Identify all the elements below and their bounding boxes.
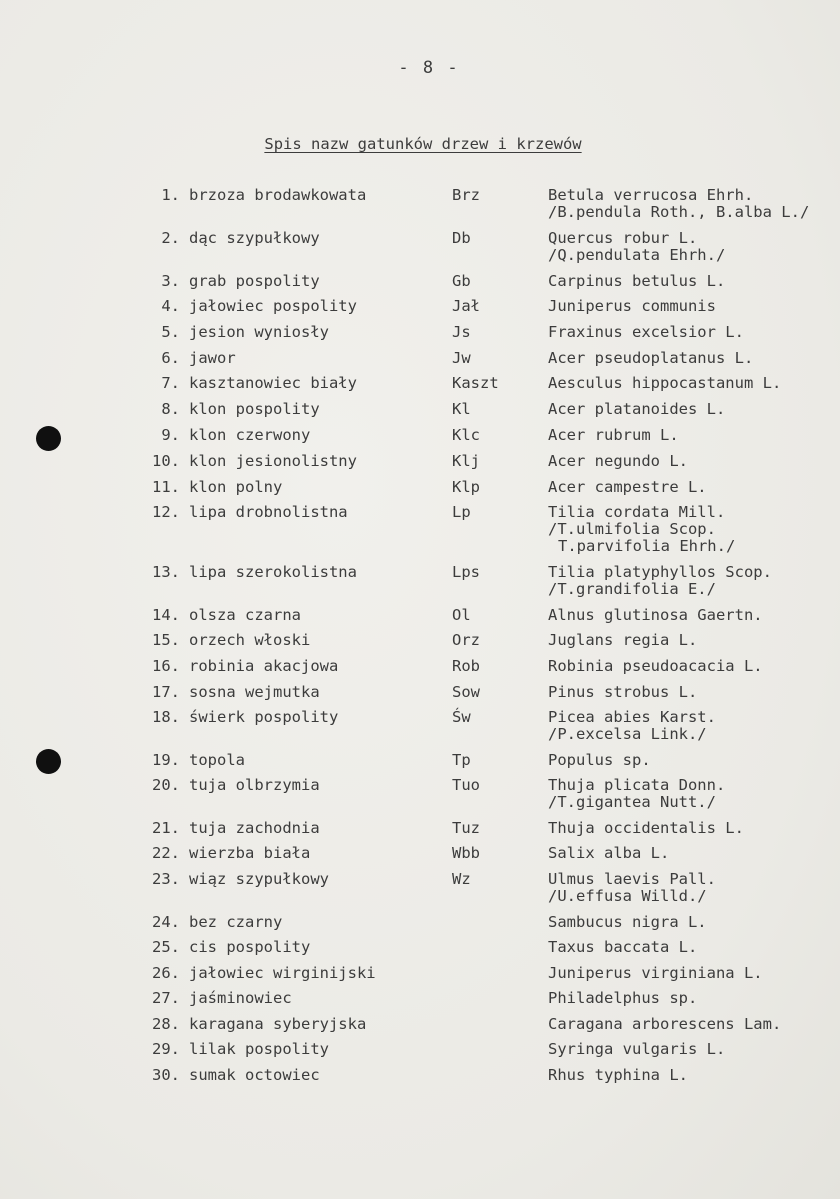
item-number: 18. <box>152 708 180 726</box>
polish-name: klon polny <box>189 478 283 496</box>
abbreviation: Klp <box>452 478 480 496</box>
polish-name: olsza czarna <box>189 606 301 624</box>
latin-name <box>548 324 744 341</box>
latin-name-line: Taxus baccata L. <box>548 938 698 956</box>
polish-name: klon pospolity <box>189 400 320 418</box>
latin-name-line: Carpinus betulus L. <box>548 272 726 290</box>
latin-name-line: Alnus glutinosa Gaertn. <box>548 606 763 624</box>
latin-name-line: /T.gigantea Nutt./ <box>548 793 716 811</box>
latin-name-line: Aesculus hippocastanum L. <box>548 374 782 392</box>
polish-name: wiąz szypułkowy <box>189 870 329 888</box>
latin-name <box>548 632 697 649</box>
item-number: 15. <box>152 631 180 649</box>
abbreviation: Orz <box>452 631 480 649</box>
latin-name-line: Acer pseudoplatanus L. <box>548 349 754 367</box>
polish-name: jałowiec wirginijski <box>189 964 376 982</box>
polish-name: lipa szerokolistna <box>189 563 357 581</box>
polish-name: dąc szypułkowy <box>189 229 320 247</box>
title-text: Spis nazw gatunków drzew i krzewów <box>264 135 582 153</box>
latin-name <box>548 187 809 221</box>
item-number: 28. <box>152 1015 180 1033</box>
latin-name-line: Pinus strobus L. <box>548 683 698 701</box>
latin-name-line: Juniperus virginiana L. <box>548 964 763 982</box>
latin-name-line: Juglans regia L. <box>548 631 698 649</box>
polish-name: jałowiec pospolity <box>189 297 357 315</box>
item-number: 5. <box>161 323 180 341</box>
latin-name <box>548 1067 688 1084</box>
polish-name: klon czerwony <box>189 426 311 444</box>
polish-name: kasztanowiec biały <box>189 374 357 392</box>
latin-name-line: Betula verrucosa Ehrh. <box>548 186 754 204</box>
latin-name-line: Picea abies Karst. <box>548 708 716 726</box>
item-number: 7. <box>161 374 180 392</box>
latin-name-line: Sambucus nigra L. <box>548 913 707 931</box>
abbreviation: Św <box>452 708 471 726</box>
latin-name <box>548 453 688 470</box>
abbreviation: Wbb <box>452 844 480 862</box>
latin-name <box>548 752 651 769</box>
latin-name <box>548 1041 725 1058</box>
item-number: 1. <box>161 186 180 204</box>
latin-name-line: Thuja plicata Donn. <box>548 776 726 794</box>
item-number: 13. <box>152 563 180 581</box>
item-number: 20. <box>152 776 180 794</box>
abbreviation: Jw <box>452 349 471 367</box>
polish-name: jaśminowiec <box>189 989 292 1007</box>
polish-name: karagana syberyjska <box>189 1015 367 1033</box>
latin-name-line: Ulmus laevis Pall. <box>548 870 716 888</box>
polish-name: robinia akacjowa <box>189 657 339 675</box>
latin-name <box>548 658 763 675</box>
latin-name-line: Salix alba L. <box>548 844 670 862</box>
abbreviation: Wz <box>452 870 471 888</box>
latin-name-line: Caragana arborescens Lam. <box>548 1015 782 1033</box>
latin-name-line: Syringa vulgaris L. <box>548 1040 726 1058</box>
latin-name <box>548 965 763 982</box>
item-number: 2. <box>161 229 180 247</box>
abbreviation: Js <box>452 323 471 341</box>
abbreviation: Ol <box>452 606 471 624</box>
polish-name: tuja zachodnia <box>189 819 320 837</box>
punch-hole <box>36 426 61 451</box>
latin-name <box>548 820 744 837</box>
polish-name: jesion wyniosły <box>189 323 329 341</box>
latin-name <box>548 777 725 811</box>
abbreviation: Jał <box>452 297 480 315</box>
latin-name-line: Acer rubrum L. <box>548 426 679 444</box>
latin-name-line: Fraxinus excelsior L. <box>548 323 744 341</box>
polish-name: orzech włoski <box>189 631 311 649</box>
item-number: 24. <box>152 913 180 931</box>
latin-name <box>548 914 707 931</box>
punch-hole <box>36 749 61 774</box>
latin-name <box>548 504 735 555</box>
item-number: 10. <box>152 452 180 470</box>
polish-name: wierzba biała <box>189 844 311 862</box>
polish-name: grab pospolity <box>189 272 320 290</box>
abbreviation: Tuz <box>452 819 480 837</box>
abbreviation: Sow <box>452 683 480 701</box>
item-number: 3. <box>161 272 180 290</box>
polish-name: klon jesionolistny <box>189 452 357 470</box>
item-number: 29. <box>152 1040 180 1058</box>
item-number: 4. <box>161 297 180 315</box>
latin-name-line: Juniperus communis <box>548 297 716 315</box>
abbreviation: Gb <box>452 272 471 290</box>
latin-name-line: /Q.pendulata Ehrh./ <box>548 246 726 264</box>
latin-name <box>548 350 753 367</box>
latin-name <box>548 479 707 496</box>
polish-name: świerk pospolity <box>189 708 339 726</box>
item-number: 27. <box>152 989 180 1007</box>
polish-name: topola <box>189 751 245 769</box>
latin-name <box>548 990 697 1007</box>
latin-name-line: Acer campestre L. <box>548 478 707 496</box>
item-number: 16. <box>152 657 180 675</box>
polish-name: jawor <box>189 349 236 367</box>
latin-name <box>548 607 763 624</box>
latin-name <box>548 230 725 264</box>
abbreviation: Klj <box>452 452 480 470</box>
latin-name <box>548 564 772 598</box>
abbreviation: Kaszt <box>452 374 499 392</box>
latin-name <box>548 298 716 315</box>
item-number: 9. <box>161 426 180 444</box>
item-number: 21. <box>152 819 180 837</box>
latin-name-line: /T.grandifolia E./ <box>548 580 716 598</box>
latin-name <box>548 273 725 290</box>
latin-name-line: T.parvifolia Ehrh./ <box>558 537 736 555</box>
abbreviation: Brz <box>452 186 480 204</box>
polish-name: bez czarny <box>189 913 283 931</box>
latin-name-line: Rhus typhina L. <box>548 1066 688 1084</box>
polish-name: tuja olbrzymia <box>189 776 320 794</box>
latin-name <box>548 427 679 444</box>
latin-name-line: /U.effusa Willd./ <box>548 887 707 905</box>
item-number: 22. <box>152 844 180 862</box>
latin-name <box>548 709 716 743</box>
item-number: 6. <box>161 349 180 367</box>
item-number: 30. <box>152 1066 180 1084</box>
abbreviation: Rob <box>452 657 480 675</box>
abbreviation: Tp <box>452 751 471 769</box>
latin-name-line: Acer platanoides L. <box>548 400 726 418</box>
latin-name-line: Populus sp. <box>548 751 651 769</box>
page-number: - 8 - <box>398 58 460 78</box>
latin-name-line: /P.excelsa Link./ <box>548 725 707 743</box>
latin-name-line: Quercus robur L. <box>548 229 698 247</box>
polish-name: lipa drobnolistna <box>189 503 348 521</box>
item-number: 25. <box>152 938 180 956</box>
polish-name: brzoza brodawkowata <box>189 186 367 204</box>
abbreviation: Tuo <box>452 776 480 794</box>
item-number: 17. <box>152 683 180 701</box>
polish-name: lilak pospolity <box>189 1040 329 1058</box>
latin-name-line: Philadelphus sp. <box>548 989 698 1007</box>
latin-name <box>548 845 669 862</box>
latin-name-line: Thuja occidentalis L. <box>548 819 744 837</box>
polish-name: cis pospolity <box>189 938 311 956</box>
latin-name-line: Acer negundo L. <box>548 452 688 470</box>
item-number: 8. <box>161 400 180 418</box>
page-title <box>0 135 840 153</box>
polish-name: sosna wejmutka <box>189 683 320 701</box>
item-number: 14. <box>152 606 180 624</box>
abbreviation: Lp <box>452 503 471 521</box>
latin-name-line: Tilia cordata Mill. <box>548 503 726 521</box>
latin-name <box>548 871 716 905</box>
polish-name: sumak octowiec <box>189 1066 320 1084</box>
abbreviation: Klc <box>452 426 480 444</box>
abbreviation: Lps <box>452 563 480 581</box>
item-number: 12. <box>152 503 180 521</box>
latin-name-line: /T.ulmifolia Scop. <box>548 520 716 538</box>
latin-name-line: Tilia platyphyllos Scop. <box>548 563 772 581</box>
item-number: 23. <box>152 870 180 888</box>
item-number: 26. <box>152 964 180 982</box>
latin-name <box>548 375 781 392</box>
latin-name <box>548 1016 781 1033</box>
latin-name-line: /B.pendula Roth., B.alba L./ <box>548 203 810 221</box>
latin-name <box>548 939 697 956</box>
latin-name <box>548 684 697 701</box>
latin-name <box>548 401 725 418</box>
item-number: 11. <box>152 478 180 496</box>
item-number: 19. <box>152 751 180 769</box>
latin-name-line: Robinia pseudoacacia L. <box>548 657 763 675</box>
abbreviation: Db <box>452 229 471 247</box>
abbreviation: Kl <box>452 400 471 418</box>
